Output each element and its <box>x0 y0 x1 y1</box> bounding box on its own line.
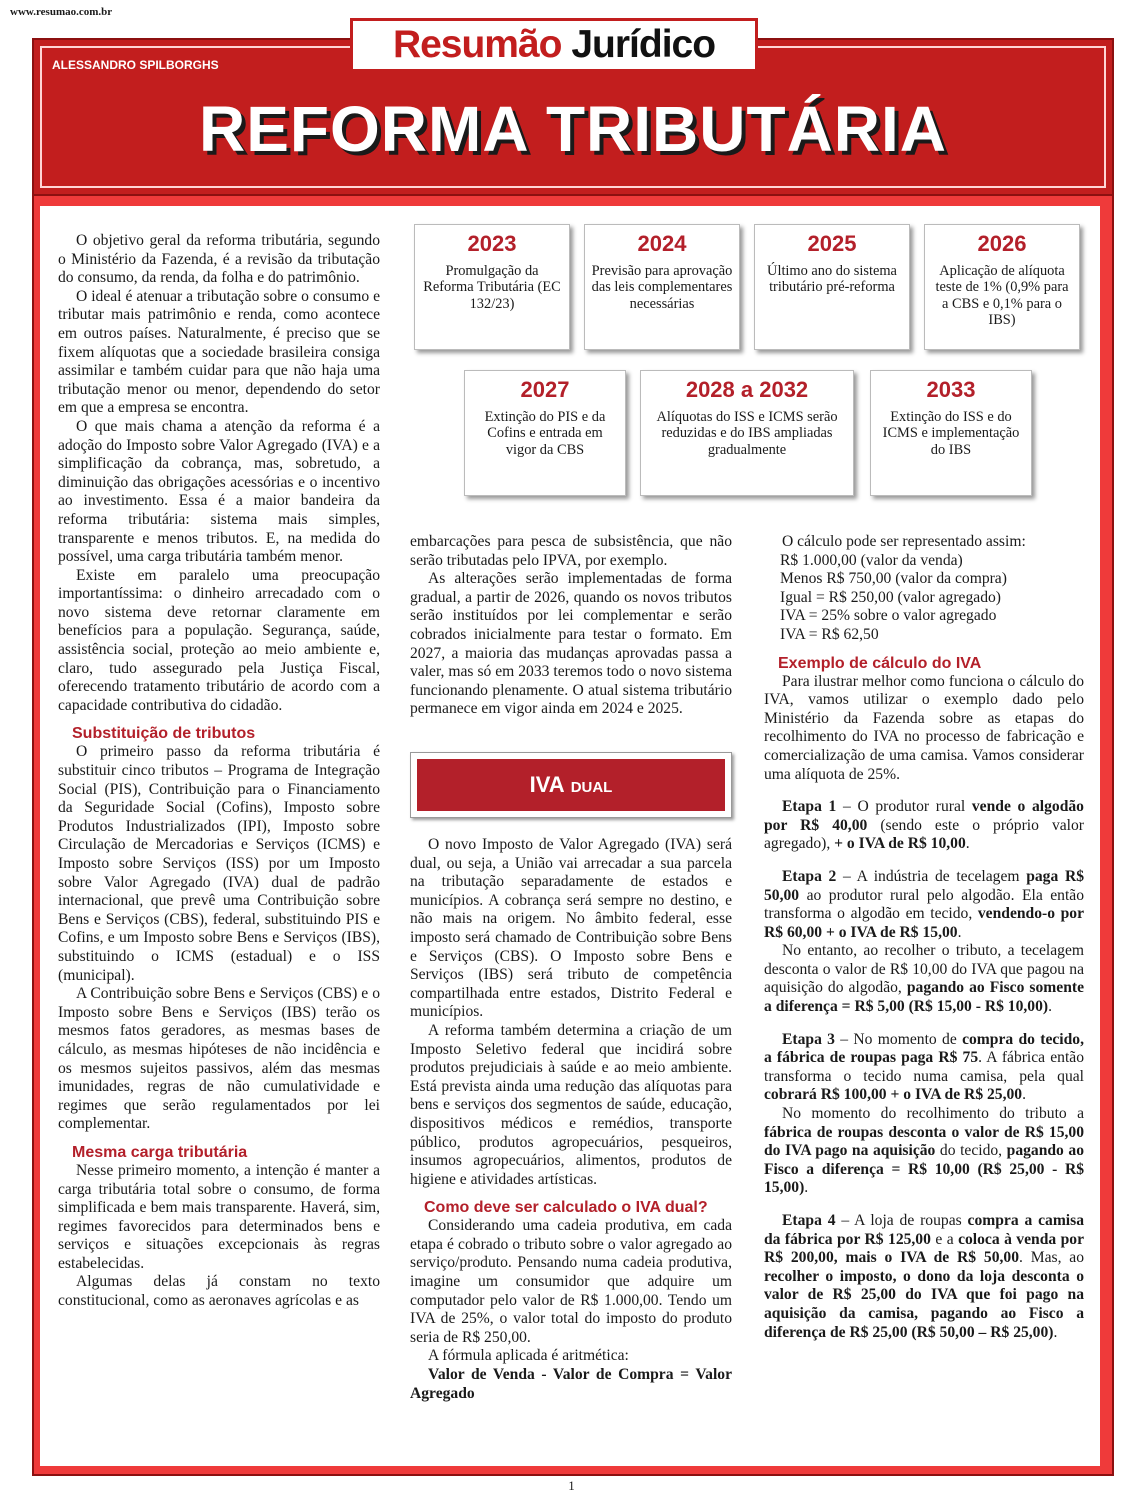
paragraph: A Contribuição sobre Bens e Serviços (CBS) e o Imposto sobre Bens e Serviços (IBS) terão os mesmos fatos geradores, as mesmas bases de cálculo, as mesmas hipóteses de não incidência e os mesmos sujeitos passivos, além das mesmas imunidades, regras de não cumulatividade e regimes que serão regulamentados por lei complementar. <box>58 985 380 1133</box>
paragraph: Considerando uma cadeia produtiva, em cada etapa é cobrado o tributo sobre o valor agregado ao serviço/produto. Pensando numa cadeia produtiva, imagine um consumidor que adquire um computador pelo valor de R$ 1.000,00. Tendo um IVA de 25%, o valor total do imposto do produto seria de R$ 250,00. <box>410 1217 732 1346</box>
iva-banner-subtitle: DUAL <box>570 779 613 796</box>
timeline-text: Último ano do sistema tributário pré-reforma <box>767 263 897 296</box>
timeline-year: 2026 <box>977 231 1027 256</box>
page-title: REFORMA TRIBUTÁRIA <box>199 93 947 165</box>
timeline-year: 2025 <box>807 231 857 256</box>
etapa-2-continued: No entanto, ao recolher o tributo, a tecelagem desconta o valor de R$ 10,00 do IVA que pagou na aquisição do algodão, pagando ao Fisco somente a diferença = R$ 5,00 (R$ 15,00 - R$ 10,00). <box>764 942 1084 1016</box>
paragraph: embarcações para pesca de subsistência, que não serão tributadas pelo IPVA, por exemplo. <box>410 533 732 569</box>
timeline-year: 2028 a 2032 <box>685 377 809 402</box>
formula <box>410 1366 732 1403</box>
column-right <box>764 533 1084 1342</box>
iva-dual-banner-inner <box>417 759 725 811</box>
brand-name-dark: Jurídico <box>571 23 716 66</box>
paragraph: O cálculo pode ser representado assim: <box>782 533 1026 550</box>
paragraph: O objetivo geral da reforma tributária, segundo o Ministério da Fazenda, é a revisão da tributação do consumo, da renda, da folha e do patrimônio. <box>58 232 380 287</box>
etapa-4: Etapa 4 – A loja de roupas compra a camisa da fábrica por R$ 125,00 e a coloca à venda por R$ 200,00, mais o IVA de R$ 50,00. Mas, ao recolher o imposto, o dono da loja desconta o valor de R$ 25,00 do IVA que foi pago na aquisição da camisa, pagando ao Fisco a diferença de R$ 25,00 (R$ 50,00 – R$ 25,00). <box>764 1212 1085 1341</box>
brand-name-red: Resumão <box>392 23 562 66</box>
column-middle-top <box>410 533 732 719</box>
timeline-text: Extinção do ISS e do ICMS e implementação do IBS <box>882 409 1020 458</box>
calc-line: IVA = R$ 62,50 <box>780 625 879 643</box>
section-heading-substituicao: Substituição de tributos <box>72 725 256 743</box>
section-heading-exemplo: Exemplo de cálculo do IVA <box>778 654 982 672</box>
etapa-2: Etapa 2 – A indústria de tecelagem paga R$ 50,00 ao produtor rural pelo algodão. Ela então transforma o algodão em tecido, vendendo-o por R$ 60,00 + o IVA de R$ 15,00. <box>764 867 1085 941</box>
paragraph: Para ilustrar melhor como funciona o cálculo do IVA, vamos utilizar o exemplo dado pelo Ministério da Fazenda sobre as etapas do recolhimento do IVA no processo de fabricação e comercialização de uma camisa. Vamos considerar uma alíquota de 25%. <box>764 672 1084 783</box>
timeline-item-2028-2032 <box>640 370 854 496</box>
etapa-3: Etapa 3 – No momento de compra do tecido, a fábrica de roupas paga R$ 75. A fábrica então transforma o tecido numa camisa, pela qual cobrará R$ 100,00 + o IVA de R$ 25,00. <box>764 1030 1085 1104</box>
paragraph: Existe em paralelo uma preocupação importantíssima: o dinheiro arrecadado com o novo sistema deve retornar claramente em benefícios para a população. Segurança, saúde, assistência social, proteção ao meio ambiente e, claro, tudo assegurado pela Justiça Fiscal, oferecendo tratamento tributário de acordo com a capacidade contributiva do cidadão. <box>58 566 380 714</box>
paragraph: O ideal é atenuar a tributação sobre o consumo e tributar mais patrimônio e renda, como acontece em outros países. Naturalmente, é preciso que se fixem alíquotas que a sociedade brasileira consiga assimilar e também cuidar para que não haja uma tributação menor ou menor, dependendo do setor em que a empresa se encontra. <box>58 287 380 417</box>
calc-line: R$ 1.000,00 (valor da venda) <box>780 551 963 569</box>
column-left <box>58 232 380 1311</box>
paragraph: O novo Imposto de Valor Agregado (IVA) será dual, ou seja, a União vai arrecadar a sua parcela na tributação separadamente de estados e municípios. A cobrança será sempre no destino, e não mais na origem. No âmbito federal, esse imposto será chamado de Contribuição sobre Bens e Serviços (CBS). O Imposto sobre Bens e Serviços (IBS) será tributo de competência compartilhada entre estados, Distrito Federal e municípios. <box>410 836 732 1021</box>
paragraph: A reforma também determina a criação de um Imposto Seletivo federal que incidirá sobre produtos prejudiciais à saúde e ao meio ambiente. Está prevista ainda uma redução das alíquotas para bens e serviços dos segmentos de saúde, educação, dispositivos médicos e remédios, transporte público, produtos agropecuários, pesqueiros, insumos agropecuários, alimentos, produtos de higiene e atividades artísticas. <box>410 1021 732 1188</box>
paragraph: O que mais chama a atenção da reforma é a adoção do Imposto sobre Valor Agregado (IVA) e a simplificação da cobrança, mas, sobretudo, a diminuição das obrigações acessórias e o incentivo ao investimento. Essa é a maior bandeira da reforma tributária: sistema mais simples, transparente e menos tributos. E, na medida do possível, uma carga tributária também menor. <box>58 417 380 566</box>
page-number: 1 <box>568 1478 575 1493</box>
formula-text: Valor de Venda - Valor de Compra = Valor Agregado <box>410 1366 732 1402</box>
site-url: www.resumao.com.br <box>10 6 113 18</box>
timeline-text: Previsão para aprovação das leis complementares necessárias <box>591 263 733 312</box>
timeline-item-2023 <box>414 224 570 350</box>
iva-banner-title: IVA <box>529 772 565 797</box>
calc-line: IVA = 25% sobre o valor agregado <box>780 607 997 625</box>
calc-line: Igual = R$ 250,00 (valor agregado) <box>780 588 1001 606</box>
timeline-text: Alíquotas do ISS e ICMS serão reduzidas e do IBS ampliadas gradualmente <box>656 409 838 458</box>
timeline-year: 2033 <box>926 377 976 402</box>
etapa-3-continued: No momento do recolhimento do tributo a fábrica de roupas desconta o valor de R$ 15,00 do IVA pago na aquisição do tecido, pagando ao Fisco a diferença = R$ 10,00 (R$ 25,00 - R$ 15,00). <box>764 1105 1084 1197</box>
etapa-1: Etapa 1 – O produtor rural vende o algodão por R$ 40,00 (sendo este o próprio valor agregado), + o IVA de R$ 10,00. <box>764 798 1084 853</box>
section-heading-calculo: Como deve ser calculado o IVA dual? <box>424 1199 708 1217</box>
timeline-year: 2023 <box>467 231 517 256</box>
timeline-item-2026 <box>924 224 1080 350</box>
timeline-item-2025 <box>754 224 910 350</box>
calculation-block <box>764 552 1084 645</box>
paragraph: A fórmula aplicada é aritmética: <box>428 1347 629 1365</box>
author-name: ALESSANDRO SPILBORGHS <box>52 58 219 72</box>
timeline-year: 2024 <box>637 231 687 256</box>
timeline-text: Aplicação de alíquota teste de 1% (0,9% para a CBS e 0,1% para o IBS) <box>935 263 1069 329</box>
timeline-year: 2027 <box>520 377 570 402</box>
section-heading-carga: Mesma carga tributária <box>72 1143 248 1161</box>
iva-dual-banner <box>410 752 732 818</box>
timeline-text: Promulgação da Reforma Tributária (EC 132/23) <box>423 263 561 312</box>
timeline-text: Extinção do PIS e da Cofins e entrada em vigor da CBS <box>484 409 606 458</box>
column-middle-bottom <box>410 836 732 1403</box>
timeline-item-2024 <box>584 224 740 350</box>
timeline-item-2027 <box>464 370 626 496</box>
brand-logo <box>350 18 758 72</box>
paragraph: As alterações serão implementadas de forma gradual, a partir de 2026, quando os novos tributos serão instituídos por lei complementar e serão cobrados inicialmente para testar o formato. Em 2027, a maioria das mudanças aprovadas passa a valer, mas só em 2033 teremos todo o novo sistema funcionando plenamente. O atual sistema tributário permanece em vigor ainda em 2024 e 2025. <box>410 570 732 718</box>
timeline-item-2033 <box>870 370 1032 496</box>
paragraph: Nesse primeiro momento, a intenção é manter a carga tributária total sobre o consumo, de forma simplificada e bem mais transparente. Haverá, sim, regimes favorecidos para determinados bens e serviços e situações excepcionais às regras estabelecidas. <box>58 1161 380 1272</box>
calc-line: Menos R$ 750,00 (valor da compra) <box>780 570 1007 588</box>
paragraph: Algumas delas já constam no texto constitucional, como as aeronaves agrícolas e as <box>58 1273 380 1310</box>
paragraph: O primeiro passo da reforma tributária é substituir cinco tributos – Programa de Integração Social (PIS), Contribuição para o Financiamento da Seguridade Social (Cofins), Imposto sobre Produtos Industrializados (IPI), Imposto sobre Circulação de Mercadorias e Serviços (ICMS) e Imposto sobre Serviços (ISS) por um Imposto sobre Valor Agregado (IVA) dual de padrão internacional, que prevê uma Contribuição sobre Bens e Serviços (CBS), federal, substituindo PIS e Cofins, e um Imposto sobre Bens e Serviços (IBS), substituindo o ICMS (estadual) e o ISS (municipal). <box>58 743 380 984</box>
